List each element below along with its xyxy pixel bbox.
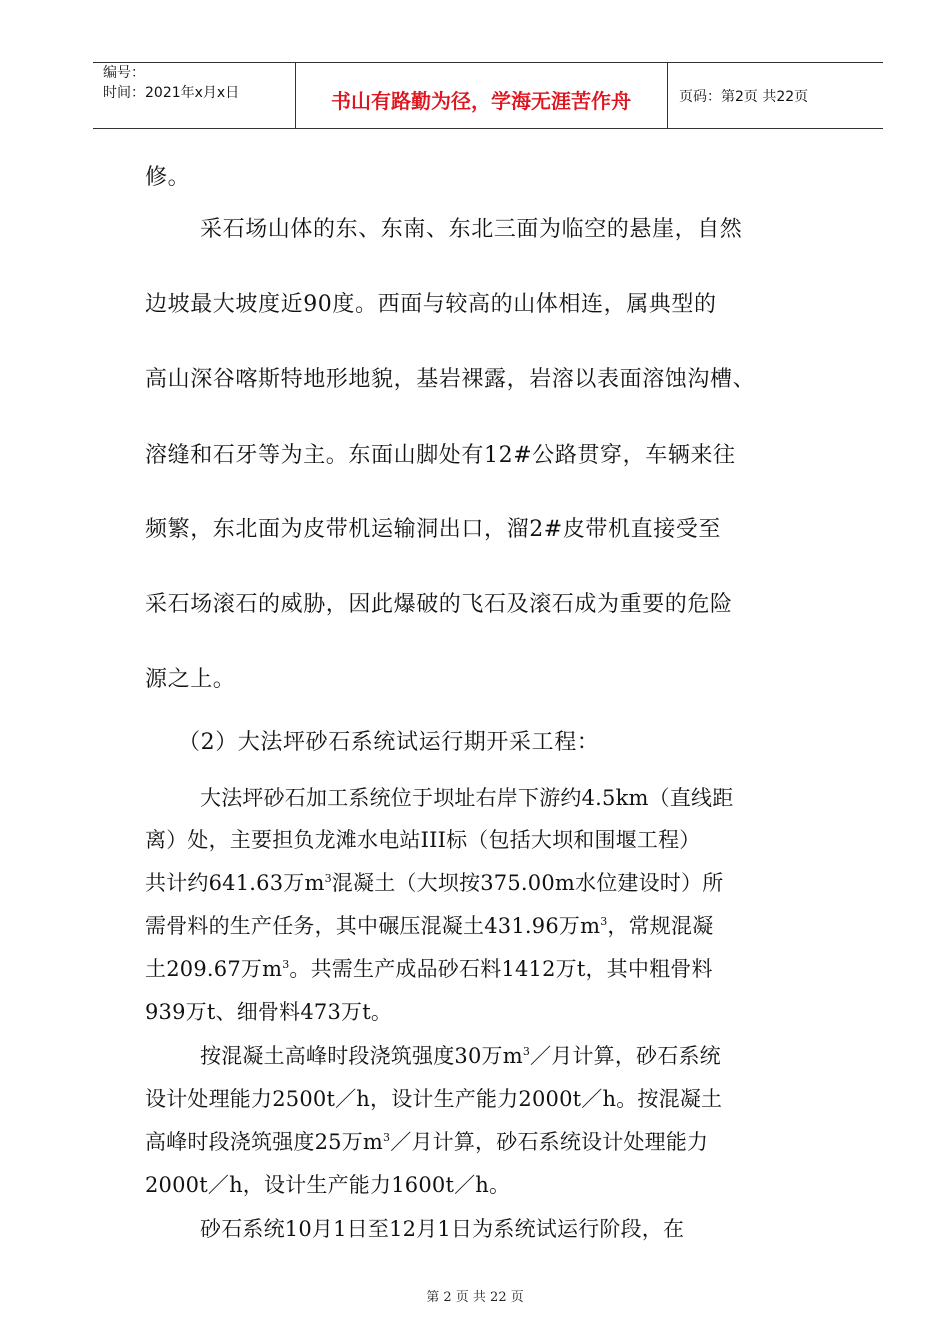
- paragraph-line: 采石场滚石的威胁，因此爆破的飞石及滚石成为重要的危险: [145, 592, 733, 617]
- header-divider: [667, 62, 668, 129]
- paragraph-line: 共计约641.63万$m^3$混凝土（大坝按375.00m水位建设时）所: [145, 871, 724, 895]
- document-time-label: 时间：2021年x月x日: [103, 85, 240, 101]
- page-footer: 第 2 页 共 22 页: [426, 1290, 524, 1305]
- paragraph-line: 大法坪砂石加工系统位于坝址右岸下游约4.5km（直线距: [200, 786, 734, 810]
- section-heading: （2）大法坪砂石系统试运行期开采工程：: [178, 730, 600, 755]
- header-motto: 书山有路勤为径，学海无涯苦作舟: [331, 89, 631, 113]
- paragraph-line: 源之上。: [145, 667, 236, 692]
- paragraph-line: 939万t、细骨料473万t。: [145, 1000, 393, 1024]
- paragraph-line: 溶缝和石牙等为主。东面山脚处有12#公路贯穿，车辆来往: [145, 443, 736, 468]
- paragraph-line: 边坡最大坡度近90度。西面与较高的山体相连，属典型的: [145, 292, 717, 317]
- header-top-rule: [93, 62, 883, 63]
- paragraph-line: 修。: [145, 165, 191, 190]
- paragraph-line: 需骨料的生产任务，其中碾压混凝土431.96万$m^3$，常规混凝: [145, 914, 714, 938]
- paragraph-line: 高山深谷喀斯特地形地貌，基岩裸露，岩溶以表面溶蚀沟槽、: [145, 367, 756, 392]
- paragraph-line: 砂石系统10月1日至12月1日为系统试运行阶段，在: [200, 1217, 685, 1241]
- header-bottom-rule: [93, 128, 883, 129]
- paragraph-line: 频繁，东北面为皮带机运输洞出口，溜2#皮带机直接受至: [145, 517, 722, 542]
- header-page-indicator: 页码：第2页 共22页: [679, 89, 809, 105]
- paragraph-line: 离）处，主要担负龙滩水电站III标（包括大坝和围堰工程）: [145, 828, 701, 852]
- paragraph-line: 土209.67万$m^3$。共需生产成品砂石料1412万t，其中粗骨料: [145, 957, 713, 981]
- page-header: [93, 62, 883, 128]
- document-number-label: 编号：: [103, 65, 145, 81]
- paragraph-line: 2000t／h，设计生产能力1600t／h。: [145, 1173, 511, 1197]
- paragraph-line: 高峰时段浇筑强度25万$m^3/$月计算，砂石系统设计处理能力: [145, 1130, 709, 1154]
- paragraph-line: 按混凝土高峰时段浇筑强度30万$m^3/$月计算，砂石系统: [200, 1044, 721, 1068]
- paragraph-line: 采石场山体的东、东南、东北三面为临空的悬崖，自然: [200, 217, 743, 242]
- paragraph-line: 设计处理能力2500t／h，设计生产能力2000t／h。按混凝土: [145, 1087, 723, 1111]
